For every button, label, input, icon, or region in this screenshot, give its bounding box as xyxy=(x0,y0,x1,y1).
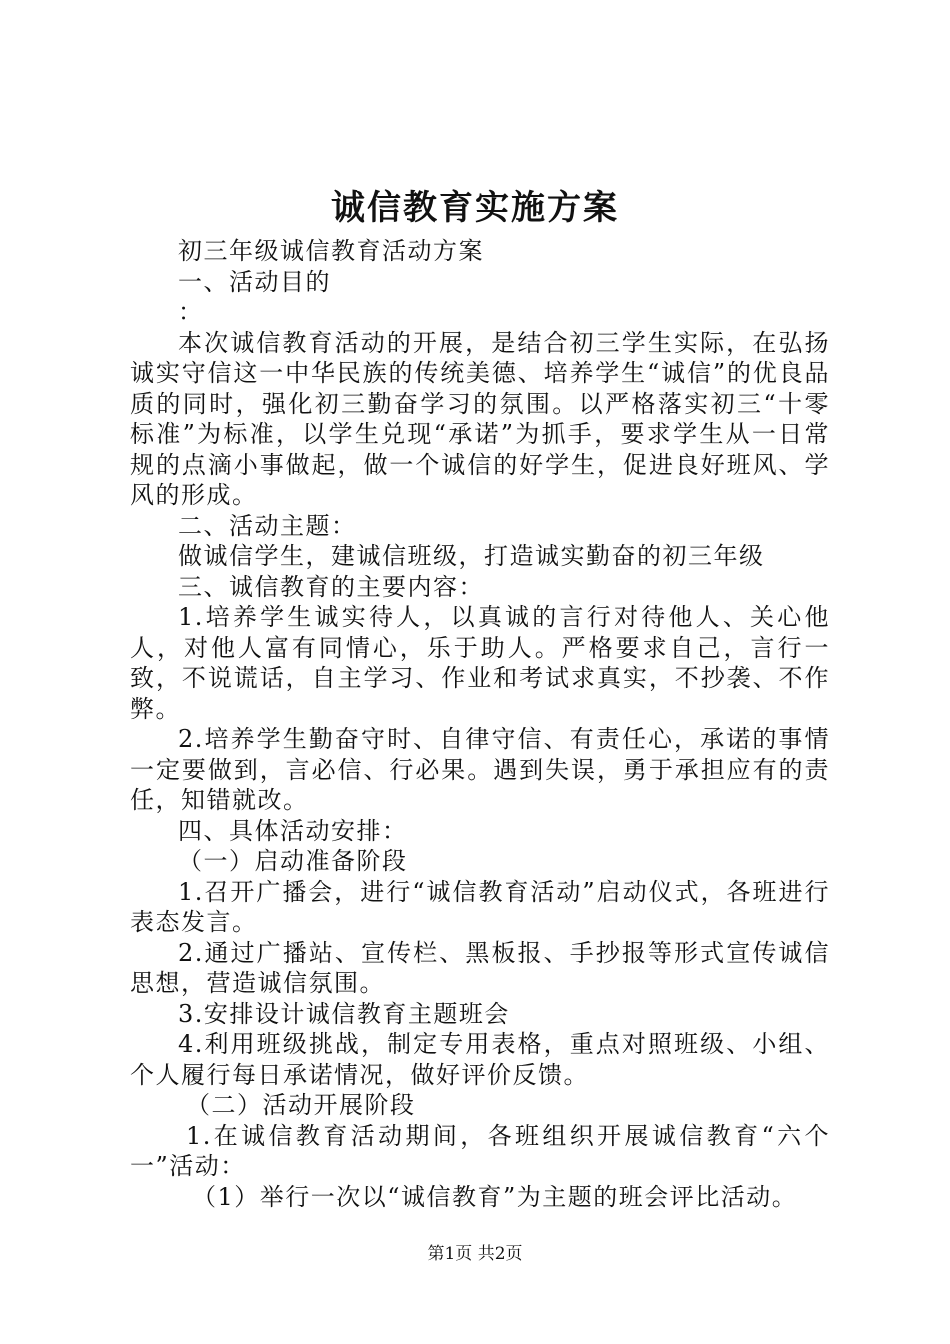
page-footer: 第1页 共2页 xyxy=(427,1244,523,1264)
paragraph: 做诚信学生，建诚信班级，打造诚实勤奋的初三年级 xyxy=(178,542,765,570)
section-heading: 一、活动目的 xyxy=(178,267,331,296)
paragraph: ： xyxy=(178,298,204,326)
list-item: 3.安排设计诚信教育主题班会 xyxy=(178,999,510,1028)
list-item: 2.通过广播站、宣传栏、黑板报、手抄报等形式宣传诚信思想，营造诚信氛围。 xyxy=(130,938,830,997)
list-item: 1.在诚信教育活动期间，各班组织开展诚信教育“六个一”活动： xyxy=(130,1121,830,1180)
list-item: 4.利用班级挑战，制定专用表格，重点对照班级、小组、个人履行每日承诺情况，做好评价反馈。 xyxy=(130,1030,830,1089)
list-item: 2.培养学生勤奋守时、自律守信、有责任心，承诺的事情一定要做到，言必信、行必果。遇到失误，勇于承担应有的责任，知错就改。 xyxy=(130,725,830,814)
subtitle: 初三年级诚信教育活动方案 xyxy=(178,237,484,265)
paragraph: 本次诚信教育活动的开展，是结合初三学生实际，在弘扬诚实守信这一中华民族的传统美德、培养学生“诚信”的优良品质的同时，强化初三勤奋学习的氛围。以严格落实初三“十零标准”为标准，以学生兑现“承诺”为抓手，要求学生从一日常规的点滴小事做起，做一个诚信的好学生，促进良好班风、学风的形成。 xyxy=(130,328,830,509)
list-item: 1.培养学生诚实待人，以真诚的言行对待他人、关心他人，对他人富有同情心，乐于助人。严格要求自己，言行一致，不说谎话，自主学习、作业和考试求真实，不抄袭、不作弊。 xyxy=(130,603,830,723)
section-heading: 四、具体活动安排： xyxy=(178,816,408,845)
list-item: （1）举行一次以“诚信教育”为主题的班会评比活动。 xyxy=(192,1182,798,1211)
document-body xyxy=(130,236,830,1212)
list-item: 1.召开广播会，进行“诚信教育活动”启动仪式，各班进行表态发言。 xyxy=(130,877,830,936)
subsection-heading: （一）启动准备阶段 xyxy=(178,847,408,875)
subsection-heading: （二）活动开展阶段 xyxy=(186,1091,416,1119)
page-title: 诚信教育实施方案 xyxy=(331,188,619,228)
section-heading: 三、诚信教育的主要内容： xyxy=(178,572,484,601)
section-heading: 二、活动主题： xyxy=(178,511,357,540)
